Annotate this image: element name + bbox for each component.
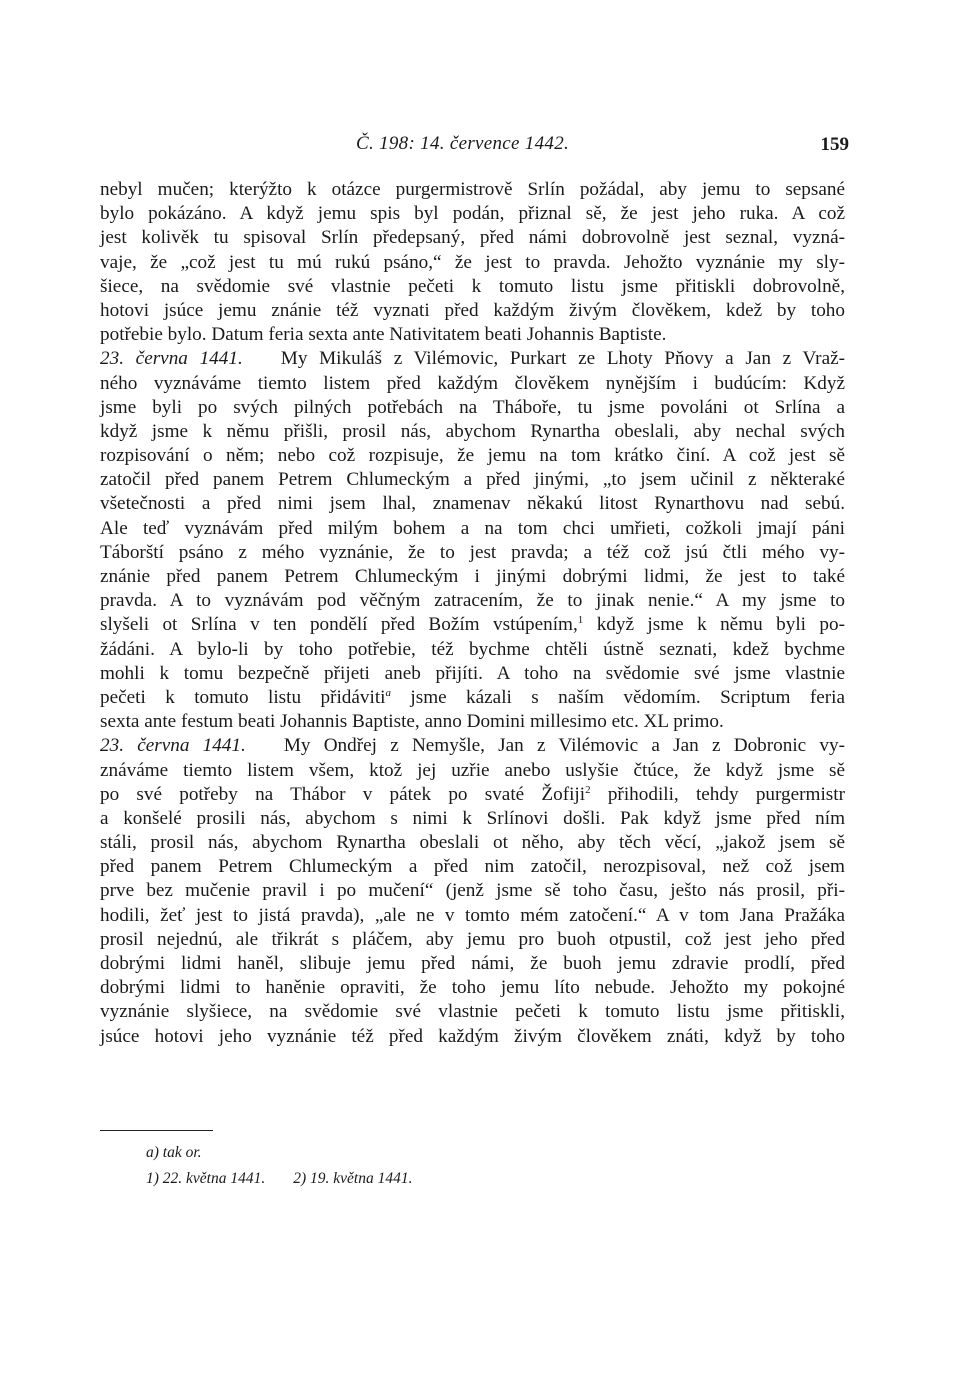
footnote-1: 1) 22. května 1441.: [146, 1170, 266, 1187]
text-line: znáváme tiemto listem všem, ktož jej uzřie anebo uslyšie čtúce, že když jsme sě: [100, 759, 845, 781]
text-line: všetečnosti a před nimi jsem lhal, znamenav někakú litost Rynarthovu nad sebú.: [100, 493, 845, 515]
text-line: šiece, na svědomie své vlastnie pečeti k tomuto listu jsme přitiskli dobrovolně,: [100, 275, 845, 297]
text-fragment: když jsme k němu byli po-: [583, 614, 845, 636]
text-line: dobrými lidmi haněl, slibuje jemu před námi, že buoh jemu zdravie prodlí, před: [100, 953, 845, 974]
page-number: 159: [820, 134, 849, 155]
text-line: hotovi jsúce jemu znánie též vyznati před každým živým člověkem, kdež by toho: [100, 299, 845, 321]
text-line: [100, 347, 845, 371]
text-line: zatočil před panem Petrem Chlumeckým a před jinými, „to jsem učinil z některaké: [100, 469, 845, 491]
text-line: prve bez mučenie pravil i po mučení“ (jenž jsme sě toho času, ješto nás prosil, při-: [100, 880, 845, 902]
text-line: a konšelé prosili nás, abychom s nimi k Srlínovi došli. Pak když jsme před ním: [100, 807, 845, 829]
text-line: ného vyznáváme tiemto listem před každým člověkem nynějším i budúcím: Když: [100, 372, 845, 394]
text-line: Táborští psáno z mého vyznánie, že to jest pravda; a též což jsú čtli mého vy-: [100, 541, 845, 563]
footnote-ref-2: 2: [585, 783, 591, 796]
text-fragment: My Ondřej z Nemyšle, Jan z Vilémovic a Jan z Dobronic vy-: [283, 735, 845, 757]
text-fragment: pečeti k tomuto listu přidáviti: [100, 686, 386, 708]
footnote-ref-a: a: [385, 686, 391, 699]
text-line: žádáni. A bylo-li by toho potřebie, též bychme chtěli ústně seznati, kdež bychme: [100, 638, 845, 660]
text-line: jsúce hotovi jeho vyznánie též před každým živým člověkem znáti, když by toho: [100, 1025, 845, 1047]
text-fragment: přihodili, tehdy purgermistr: [590, 783, 845, 805]
footnote-divider: [100, 1130, 213, 1131]
text-fragment: slyšeli ot Srlína v ten pondělí před Božím vstúpením,: [100, 614, 578, 636]
page-header: [0, 133, 960, 157]
running-title: Č. 198: 14. července 1442.: [356, 133, 570, 154]
document-date: 23. června 1441.: [100, 735, 246, 757]
text-line: před panem Petrem Chlumeckým a před nim zatočil, nerozpisoval, než což jsem: [100, 856, 845, 878]
text-line: pravda. A to vyznávám pod věčným zatracením, že to jinak nenie.“ A my jsme to: [100, 590, 845, 612]
text-line: jsme byli po svých pilných potřebách na Tháboře, tu jsme povoláni ot Srlína a: [100, 396, 845, 418]
text-line: potřebie bylo. Datum feria sexta ante Nativitatem beati Johannis Baptiste.: [100, 324, 667, 346]
text-line: když jsme k němu přišli, prosil nás, abychom Rynartha obeslali, aby nechal svých: [100, 420, 845, 442]
text-line: znánie před panem Petrem Chlumeckým i jinými dobrými lidmi, že jest to také: [100, 566, 845, 587]
text-line: jest kolivěk tu spisoval Srlín předepsaný, před námi dobrovolně jest seznal, vyzná-: [100, 227, 845, 249]
text-line: hodili, žeť jest to jistá pravda), „ale ne v tomto mém zatočení.“ A v tom Jana Pražáka: [100, 904, 845, 926]
footnote-line: [146, 1166, 412, 1192]
footnote-a: a) tak or.: [146, 1144, 202, 1161]
text-line: rozpisování o něm; nebo což rozpisuje, že jemu na tom krátko činí. A což jest sě: [100, 445, 845, 467]
text-fragment: My Mikuláš z Vilémovic, Purkart ze Lhoty Pňovy a Jan z Vraž-: [280, 348, 845, 370]
footnote-2: 2) 19. května 1441.: [293, 1170, 413, 1187]
text-line: mohli k tomu bezpečně přijeti aneb přijíti. A toho na svědomie své jsme vlastnie: [100, 662, 845, 684]
text-line: prosil nejednú, ale třikrát s pláčem, aby jemu pro buoh otpustil, což jest jeho před: [100, 928, 845, 950]
document-date: 23. června 1441.: [100, 348, 243, 370]
text-line: dobrými lidmi to haněnie opraviti, že toho jemu líto nebude. Jehožto my pokojné: [100, 977, 845, 999]
text-fragment: po své potřeby na Thábor v pátek po svaté Žofiji: [100, 783, 586, 805]
text-line: bylo pokázáno. A když jemu spis byl podán, přiznal sě, že jest jeho ruka. A což: [100, 203, 845, 225]
footnotes: [146, 1140, 412, 1192]
text-line: [100, 686, 845, 710]
text-line: nebyl mučen; kterýžto k otázce purgermistrově Srlín požádal, aby jemu to sepsané: [100, 179, 845, 200]
text-fragment: jsme kázali s naším vědomím. Scriptum feria: [390, 686, 845, 708]
text-line: Ale teď vyznávám před milým bohem a na tom chci umřieti, cožkoli jmají páni: [100, 517, 845, 539]
text-line: [100, 613, 845, 637]
text-line: vaje, že „což jest tu mú rukú psáno,“ že jest to pravda. Jehožto vyznánie my sly-: [100, 251, 845, 273]
text-line: [100, 734, 845, 758]
text-line: stáli, prosil nás, abychom Rynartha obeslali ot něho, aby těch věcí, „jakož jsem sě: [100, 832, 845, 854]
text-line: sexta ante festum beati Johannis Baptiste, anno Domini millesimo etc. XL primo.: [100, 711, 724, 733]
text-line: vyznánie slyšiece, na svědomie své vlastnie pečeti k tomuto listu jsme přitiskli,: [100, 1001, 845, 1023]
text-line: [100, 783, 845, 807]
footnote-ref-1: 1: [577, 614, 584, 627]
body-text: [100, 178, 845, 1049]
